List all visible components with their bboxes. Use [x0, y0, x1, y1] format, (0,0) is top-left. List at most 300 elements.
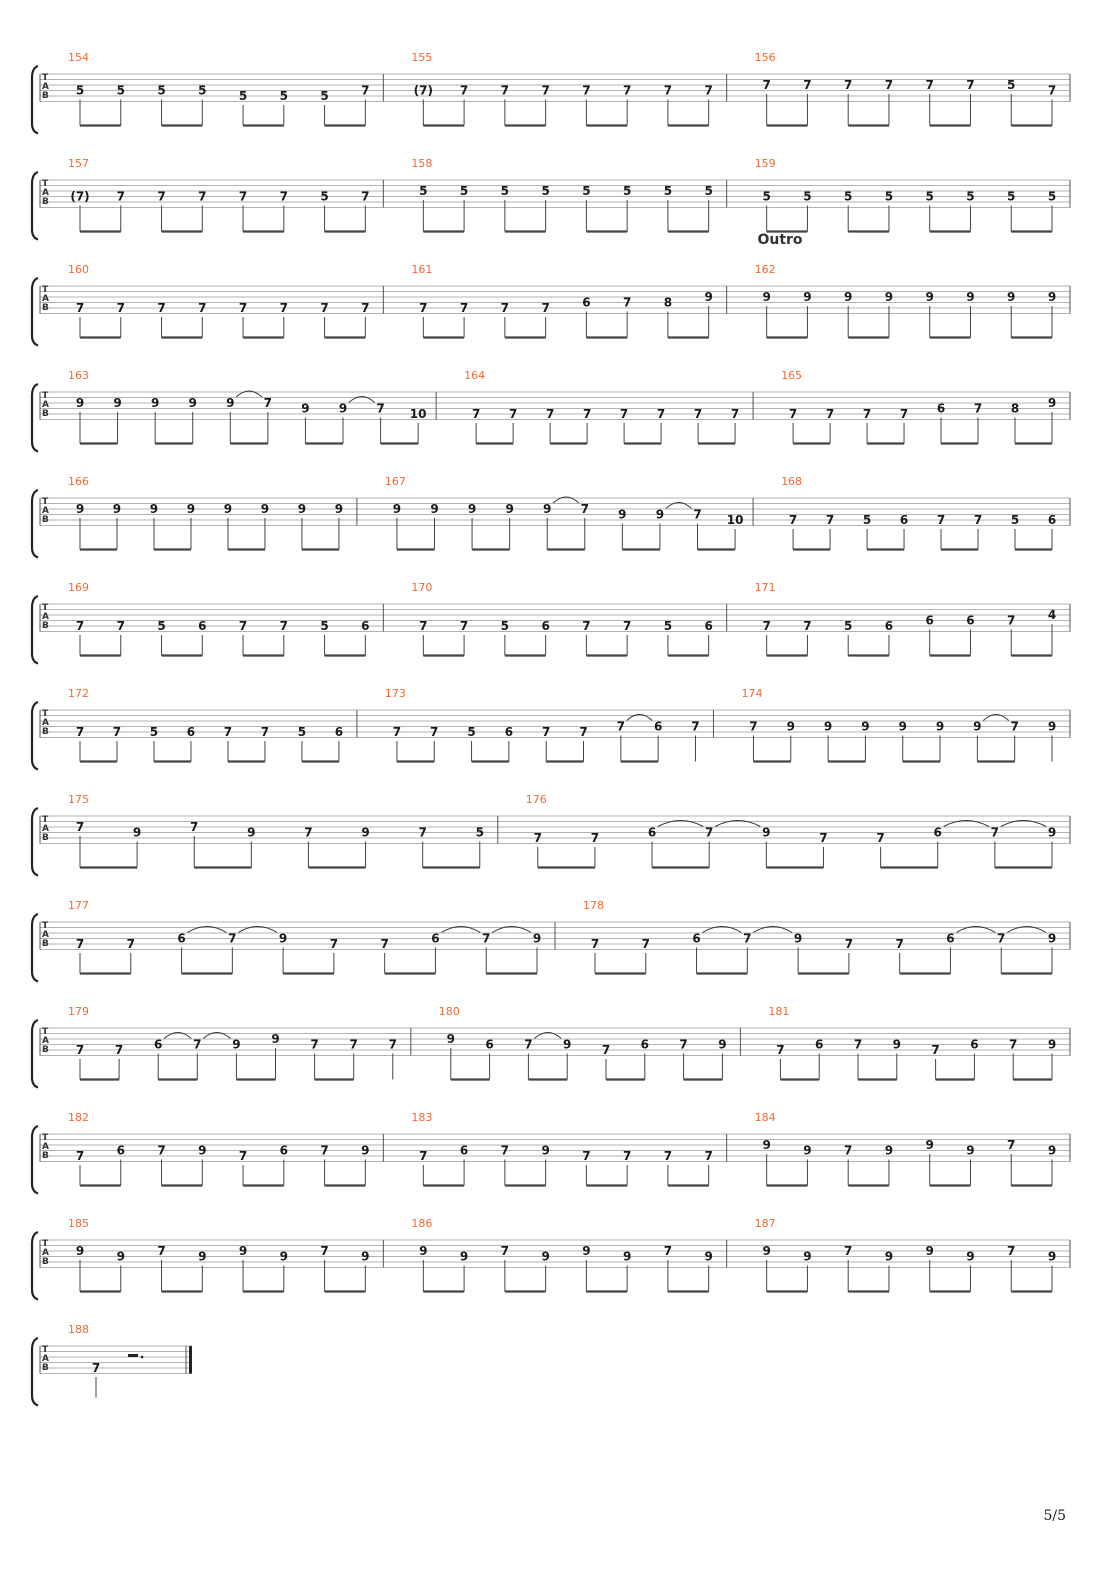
fret-number: 9 — [226, 396, 235, 410]
fret-number: 7 — [260, 725, 270, 739]
fret-number: 7 — [899, 407, 909, 421]
fret-number: 7 — [825, 407, 835, 421]
fret-number: 6 — [653, 719, 663, 734]
fret-number: 9 — [1007, 290, 1016, 304]
tab-clef-a: A — [42, 1354, 49, 1364]
fret-number: 9 — [541, 1143, 550, 1158]
fret-number: 9 — [361, 1249, 370, 1264]
measure-number: 167 — [384, 475, 406, 488]
fret-number: 5 — [1010, 513, 1020, 527]
measure-number: 170 — [411, 581, 433, 594]
fret-number: 7 — [157, 189, 166, 204]
rest-dot — [141, 1356, 144, 1359]
fret-number: 9 — [459, 1249, 469, 1264]
fret-number: 7 — [223, 725, 233, 739]
fret-number: 7 — [679, 1037, 688, 1052]
fret-number: 7 — [361, 189, 370, 204]
fret-number: 6 — [925, 613, 934, 628]
tab-clef-t: T — [42, 603, 49, 613]
fret-number: 7 — [693, 407, 703, 421]
fret-number: 7 — [126, 937, 135, 951]
fret-number: 6 — [815, 1037, 824, 1052]
fret-number: 7 — [656, 407, 666, 421]
fret-number: 6 — [361, 619, 370, 633]
tab-clef-b: B — [42, 409, 49, 419]
fret-number: 7 — [693, 507, 702, 522]
measure-number: 185 — [68, 1217, 89, 1230]
fret-number: 9 — [132, 825, 142, 840]
tab-clef-t: T — [42, 391, 49, 401]
fret-number: 7 — [622, 1149, 632, 1163]
fret-number: 7 — [622, 83, 632, 98]
fret-number: 7 — [1007, 1138, 1016, 1152]
fret-number: 5 — [541, 184, 550, 198]
tab-clef-a: A — [42, 506, 49, 516]
fret-number: 9 — [116, 1249, 125, 1264]
fret-number: 9 — [1047, 719, 1057, 734]
fret-number: 7 — [116, 301, 125, 315]
fret-number: 9 — [532, 931, 542, 946]
tab-clef-b: B — [42, 197, 49, 207]
fret-number: 6 — [198, 619, 207, 633]
fret-number: 7 — [541, 83, 550, 98]
fret-number: 7 — [75, 725, 85, 739]
section-label: Outro — [757, 232, 803, 248]
fret-number: 5 — [116, 83, 125, 98]
system-brace — [32, 490, 38, 558]
fret-number: 7 — [579, 725, 588, 739]
fret-number: 9 — [966, 290, 975, 304]
fret-number: 9 — [973, 719, 982, 734]
fret-number: 5 — [925, 189, 934, 204]
measure-number: 179 — [68, 1005, 89, 1018]
fret-number: 5 — [1007, 78, 1016, 92]
fret-number: 7 — [582, 619, 591, 633]
fret-number: 9 — [361, 825, 370, 840]
fret-number: 7 — [500, 83, 510, 98]
fret-number: 9 — [925, 290, 934, 304]
fret-number: 7 — [973, 513, 983, 527]
fret-number: 5 — [320, 619, 329, 633]
fret-number: 9 — [419, 1244, 428, 1258]
fret-number: 9 — [113, 396, 122, 410]
fret-number: 6 — [177, 931, 186, 946]
tab-clef-a: A — [42, 612, 49, 622]
fret-number: 7 — [966, 78, 975, 92]
measure-number: 183 — [411, 1111, 433, 1124]
fret-number: 7 — [844, 937, 854, 951]
fret-number: 5 — [966, 189, 975, 204]
tab-clef-a: A — [42, 188, 49, 198]
measure-number: 162 — [754, 263, 776, 276]
fret-number: 7 — [157, 1244, 166, 1258]
fret-number: 7 — [582, 407, 592, 421]
fret-number: 7 — [663, 83, 673, 98]
tab-clef-t: T — [42, 1027, 49, 1037]
measure-number: 164 — [464, 369, 486, 382]
fret-number: 9 — [823, 719, 833, 734]
fret-number: 7 — [601, 1043, 611, 1057]
fret-number: 7 — [459, 619, 469, 633]
fret-number: 9 — [582, 1244, 591, 1258]
fret-number: 9 — [279, 1249, 288, 1264]
fret-number: 6 — [936, 401, 946, 416]
fret-number: 7 — [459, 83, 469, 98]
fret-number: 9 — [505, 502, 514, 516]
fret-number: 7 — [320, 1244, 329, 1258]
measure-number: 187 — [754, 1217, 776, 1230]
fret-number: 6 — [154, 1037, 163, 1052]
fret-number: 7 — [279, 189, 288, 204]
fret-number: 9 — [238, 1244, 248, 1258]
fret-number: 7 — [616, 719, 626, 734]
fret-number: 9 — [803, 1249, 812, 1264]
fret-number: 9 — [786, 719, 795, 734]
fret-number: 9 — [966, 1143, 975, 1158]
measure-number: 157 — [68, 157, 89, 170]
fret-number: 5 — [419, 184, 428, 198]
fret-number: 7 — [743, 931, 752, 946]
fret-number: 7 — [388, 1037, 397, 1052]
fret-number: 7 — [419, 1149, 428, 1163]
fret-number: 9 — [803, 290, 812, 304]
fret-number: 9 — [861, 719, 870, 734]
fret-number: 6 — [899, 513, 909, 527]
fret-number: 9 — [718, 1037, 727, 1052]
fret-number: 6 — [970, 1037, 979, 1052]
tab-clef-b: B — [42, 833, 49, 843]
tab-clef-a: A — [42, 400, 49, 410]
fret-number: 7 — [75, 937, 85, 951]
fret-number: 7 — [691, 719, 700, 734]
fret-number: 7 — [419, 301, 428, 315]
fret-number: 7 — [430, 725, 439, 739]
fret-number: 9 — [188, 396, 197, 410]
tab-clef-t: T — [42, 709, 49, 719]
fret-number: 7 — [925, 78, 934, 92]
fret-number: 6 — [966, 613, 975, 628]
fret-number: 7 — [75, 1149, 85, 1163]
fret-number: 8 — [663, 295, 673, 310]
measure-number: 174 — [741, 687, 763, 700]
measure-number: 171 — [754, 581, 776, 594]
fret-number: 9 — [618, 507, 627, 522]
fret-number: 10 — [726, 513, 744, 527]
fret-number: 7 — [936, 513, 946, 527]
fret-number: 7 — [542, 725, 551, 739]
final-barline — [189, 1346, 192, 1374]
fret-number: 7 — [895, 937, 904, 951]
fret-number: 5 — [75, 83, 85, 98]
fret-number: 9 — [622, 1249, 632, 1264]
fret-number: 7 — [884, 78, 894, 92]
measure-number: 182 — [68, 1111, 89, 1124]
system-brace — [32, 1020, 38, 1088]
fret-number: 9 — [884, 1143, 894, 1158]
fret-number: 7 — [762, 619, 771, 633]
fret-number: 7 — [1007, 1244, 1016, 1258]
fret-number: 7 — [1007, 613, 1016, 628]
fret-number: 5 — [1047, 189, 1057, 204]
fret-number: 8 — [1010, 401, 1020, 416]
tab-clef-b: B — [42, 1363, 49, 1373]
fret-number: 7 — [114, 1043, 124, 1057]
fret-number: 7 — [116, 189, 125, 204]
tab-clef-b: B — [42, 1257, 49, 1267]
fret-number: 7 — [663, 1244, 673, 1258]
fret-number: 7 — [116, 619, 125, 633]
fret-number: 9 — [198, 1249, 207, 1264]
fret-number: 5 — [198, 83, 207, 98]
fret-number: 7 — [803, 619, 812, 633]
fret-number: 5 — [844, 189, 853, 204]
fret-number: 4 — [1047, 608, 1057, 622]
measure-number: 156 — [754, 51, 776, 64]
measure-number: 173 — [384, 687, 406, 700]
tab-clef-t: T — [42, 1345, 49, 1355]
fret-number: 6 — [704, 619, 713, 633]
tab-clef-t: T — [42, 285, 49, 295]
fret-number: 7 — [580, 502, 589, 516]
measure-number: 180 — [438, 1005, 460, 1018]
fret-number: 9 — [112, 502, 122, 516]
fret-number: 6 — [116, 1143, 125, 1158]
system-brace — [32, 808, 38, 876]
fret-number: 6 — [485, 1037, 494, 1052]
fret-number: 7 — [75, 820, 85, 834]
fret-number: 5 — [467, 725, 476, 739]
fret-number: 9 — [430, 502, 439, 516]
tab-clef-b: B — [42, 1045, 49, 1055]
fret-number: 6 — [933, 825, 942, 840]
fret-number: 9 — [563, 1037, 572, 1052]
fret-number: 9 — [1047, 825, 1057, 840]
fret-number: 9 — [543, 502, 552, 516]
fret-number: 7 — [329, 937, 339, 951]
fret-number: 7 — [590, 831, 600, 845]
system-brace — [32, 702, 38, 770]
fret-number: 9 — [884, 1249, 894, 1264]
fret-number: 9 — [935, 719, 945, 734]
fret-number: 7 — [392, 725, 402, 739]
fret-number: 7 — [238, 1149, 248, 1163]
fret-number: 7 — [320, 301, 329, 315]
fret-number: 7 — [198, 301, 207, 315]
fret-number: 9 — [334, 502, 344, 516]
fret-number: 9 — [925, 1244, 934, 1258]
fret-number: 7 — [75, 1043, 85, 1057]
fret-number: 6 — [582, 295, 591, 310]
system-brace — [32, 1338, 38, 1406]
fret-number: 7 — [500, 1143, 510, 1158]
tab-clef-a: A — [42, 718, 49, 728]
fret-number: 9 — [704, 1249, 713, 1264]
fret-number: 6 — [1047, 513, 1057, 527]
fret-number: 7 — [862, 407, 872, 421]
fret-number: 7 — [279, 301, 288, 315]
fret-number: 9 — [361, 1143, 370, 1158]
measure-number: 160 — [68, 263, 89, 276]
measure-number: 181 — [768, 1005, 790, 1018]
tab-clef-b: B — [42, 515, 49, 525]
fret-number: 7 — [380, 937, 389, 951]
fret-number: 7 — [541, 301, 550, 315]
fret-number: 9 — [149, 502, 159, 516]
fret-number: 6 — [541, 619, 550, 633]
fret-number: 7 — [310, 1037, 319, 1052]
fret-number: 7 — [238, 301, 248, 315]
fret-number: 9 — [1047, 1037, 1057, 1052]
tab-clef-a: A — [42, 1036, 49, 1046]
measure-number: 175 — [68, 793, 89, 806]
fret-number: 7 — [788, 513, 798, 527]
fret-number: 7 — [419, 619, 428, 633]
fret-number: 9 — [150, 396, 160, 410]
fret-number: 10 — [409, 407, 427, 421]
tab-clef-b: B — [42, 727, 49, 737]
fret-number: 7 — [279, 619, 288, 633]
fret-number: 9 — [762, 1244, 771, 1258]
fret-number: 7 — [844, 1143, 853, 1158]
fret-number: 9 — [338, 401, 348, 416]
measure-number: 154 — [68, 51, 89, 64]
page-number: 5/5 — [1043, 1508, 1066, 1524]
fret-number: 7 — [193, 1037, 202, 1052]
fret-number: 6 — [692, 931, 701, 946]
fret-number: 7 — [361, 301, 370, 315]
measure-number: 155 — [411, 51, 433, 64]
fret-number: 9 — [966, 1249, 975, 1264]
fret-number: 9 — [1047, 931, 1057, 946]
fret-number: 7 — [590, 937, 600, 951]
tab-clef-a: A — [42, 1142, 49, 1152]
fret-number: 7 — [263, 396, 273, 410]
tab-clef-t: T — [42, 497, 49, 507]
fret-number: 7 — [320, 1143, 329, 1158]
fret-number: 7 — [762, 78, 771, 92]
fret-number: 7 — [582, 1149, 591, 1163]
system-brace — [32, 172, 38, 240]
fret-number: 7 — [844, 78, 853, 92]
tab-clef-a: A — [42, 82, 49, 92]
fret-number: 7 — [619, 407, 629, 421]
fret-number: 7 — [788, 407, 798, 421]
tab-clef-a: A — [42, 1248, 49, 1258]
fret-number: 7 — [482, 931, 491, 946]
measure-number: 165 — [781, 369, 803, 382]
fret-number: 9 — [260, 502, 270, 516]
fret-number: 9 — [803, 1143, 812, 1158]
tab-clef-a: A — [42, 930, 49, 940]
tab-clef-a: A — [42, 294, 49, 304]
tab-clef-t: T — [42, 73, 49, 83]
fret-number: 7 — [641, 937, 650, 951]
fret-number: 9 — [467, 502, 477, 516]
system-brace — [32, 66, 38, 134]
fret-number: 7 — [459, 301, 469, 315]
fret-number: 5 — [157, 619, 166, 633]
fret-number: 9 — [247, 825, 256, 840]
fret-number: 9 — [278, 931, 288, 946]
fret-number: 7 — [508, 407, 518, 421]
fret-number: 7 — [931, 1043, 940, 1057]
measure-number: 186 — [411, 1217, 433, 1230]
fret-number: 7 — [198, 189, 207, 204]
fret-number: 6 — [884, 619, 894, 633]
fret-number: 7 — [75, 619, 85, 633]
fret-number: 9 — [884, 290, 894, 304]
fret-number: 9 — [223, 502, 233, 516]
fret-number: 7 — [704, 83, 713, 98]
measure-number: 166 — [68, 475, 89, 488]
system-brace — [32, 1126, 38, 1194]
fret-number: 5 — [157, 83, 166, 98]
fret-number: 7 — [876, 831, 885, 845]
fret-number: 5 — [803, 189, 812, 204]
fret-number: 5 — [320, 189, 329, 204]
fret-number: 6 — [334, 725, 344, 739]
half-rest — [128, 1354, 138, 1357]
measure-number: 159 — [754, 157, 776, 170]
fret-number: 5 — [582, 184, 591, 198]
fret-number: 7 — [1047, 83, 1057, 98]
fret-number: 7 — [376, 401, 385, 416]
fret-number: 5 — [1007, 189, 1016, 204]
fret-number: 9 — [898, 719, 907, 734]
measure-number: 188 — [68, 1323, 89, 1336]
fret-number: 5 — [279, 89, 288, 103]
fret-number: 7 — [418, 825, 427, 840]
fret-number: 9 — [271, 1032, 280, 1046]
fret-number: 7 — [304, 825, 313, 840]
fret-number: 7 — [973, 401, 983, 416]
fret-number: 5 — [459, 184, 469, 198]
fret-number: 5 — [475, 825, 484, 840]
fret-number: 5 — [238, 89, 248, 103]
measure-number: 184 — [754, 1111, 776, 1124]
fret-number: (7) — [413, 83, 433, 98]
fret-number: 9 — [762, 1138, 771, 1152]
fret-number: 6 — [431, 931, 440, 946]
fret-number: 5 — [500, 184, 510, 198]
fret-number: 7 — [471, 407, 481, 421]
fret-number: 9 — [75, 396, 85, 410]
tab-clef-b: B — [42, 1151, 49, 1161]
fret-number: 5 — [622, 184, 632, 198]
tab-clef-a: A — [42, 824, 49, 834]
fret-number: 7 — [190, 820, 199, 834]
measure-number: 172 — [68, 687, 89, 700]
fret-number: 7 — [622, 295, 632, 310]
fret-number: 5 — [862, 513, 872, 527]
fret-number: 9 — [446, 1032, 455, 1046]
measure-number: 163 — [68, 369, 89, 382]
tab-clef-b: B — [42, 303, 49, 313]
measure-number: 176 — [525, 793, 547, 806]
fret-number: 7 — [776, 1043, 785, 1057]
fret-number: 7 — [157, 301, 166, 315]
fret-number: 7 — [622, 619, 632, 633]
fret-number: 9 — [297, 502, 307, 516]
fret-number: 5 — [320, 89, 329, 103]
fret-number: 7 — [825, 513, 835, 527]
fret-number: 7 — [91, 1361, 101, 1375]
fret-number: 9 — [892, 1037, 901, 1052]
fret-number: 9 — [75, 502, 85, 516]
fret-number: 5 — [663, 619, 673, 633]
fret-number: 9 — [925, 1138, 934, 1152]
fret-number: 9 — [1047, 290, 1057, 304]
